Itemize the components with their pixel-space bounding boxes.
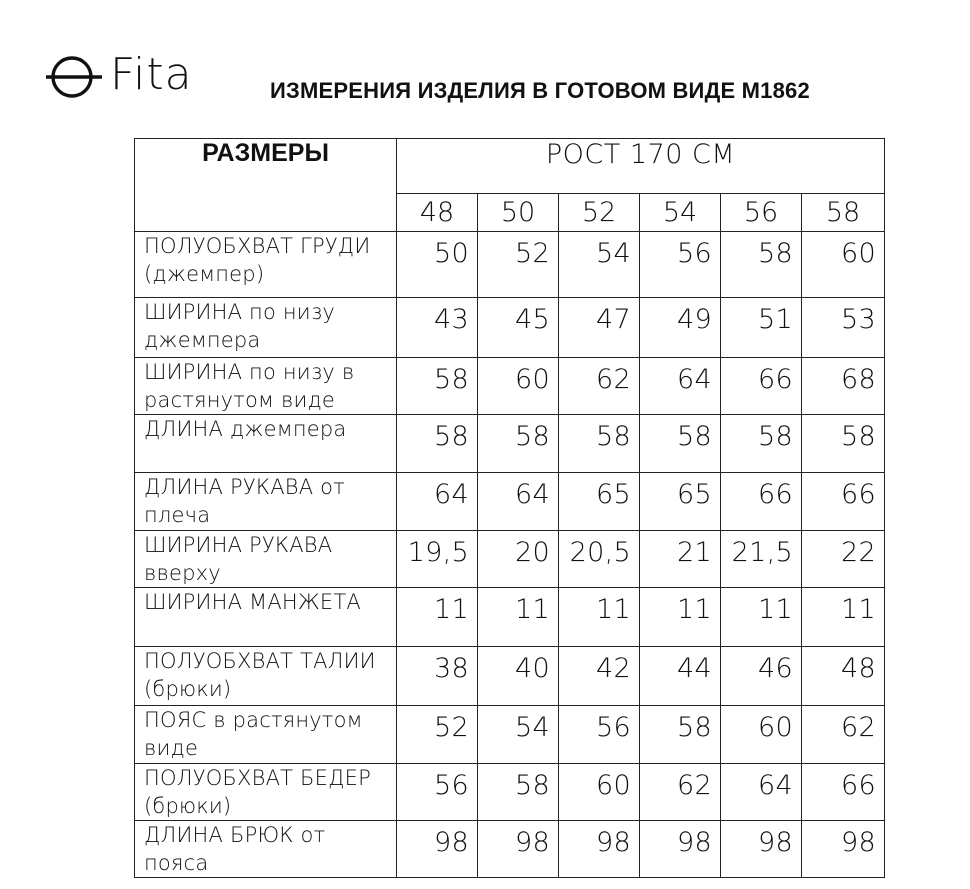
table-row	[135, 531, 885, 588]
table-row	[135, 232, 885, 298]
measurement-value: 58	[397, 358, 478, 415]
measurement-value: 58	[478, 764, 559, 821]
table-row	[135, 415, 885, 473]
measurement-value: 40	[478, 647, 559, 706]
size-column-52: 52	[559, 193, 640, 231]
measurement-value: 38	[397, 647, 478, 706]
measurement-value: 54	[559, 232, 640, 298]
measurement-value: 98	[559, 821, 640, 878]
measurement-value: 60	[802, 232, 885, 298]
measurement-label: ПОЛУОБХВАТ ГРУДИ (джемпер)	[135, 232, 397, 298]
measurement-value: 65	[640, 473, 721, 531]
measurement-value: 21	[640, 531, 721, 588]
measurement-value: 11	[397, 588, 478, 647]
measurement-value: 11	[721, 588, 802, 647]
measurement-label: ШИРИНА по низу в растянутом виде	[135, 358, 397, 415]
measurement-value: 52	[397, 706, 478, 764]
measurement-value: 56	[397, 764, 478, 821]
measurement-label: ДЛИНА РУКАВА от плеча	[135, 473, 397, 531]
measurement-value: 58	[802, 415, 885, 473]
measurement-value: 60	[559, 764, 640, 821]
measurement-label: ДЛИНА джемпера	[135, 415, 397, 473]
measurement-value: 62	[802, 706, 885, 764]
measurement-value: 60	[478, 358, 559, 415]
measurement-value: 64	[640, 358, 721, 415]
measurement-value: 66	[802, 473, 885, 531]
measurement-value: 42	[559, 647, 640, 706]
measurement-value: 58	[559, 415, 640, 473]
measurement-label: ПОЛУОБХВАТ БЕДЕР (брюки)	[135, 764, 397, 821]
measurement-value: 62	[559, 358, 640, 415]
measurement-value: 52	[478, 232, 559, 298]
measurement-value: 58	[397, 415, 478, 473]
measurement-value: 43	[397, 298, 478, 358]
measurement-label: ШИРИНА МАНЖЕТА	[135, 588, 397, 647]
measurement-value: 58	[721, 232, 802, 298]
table-row	[135, 358, 885, 415]
table-row	[135, 706, 885, 764]
measurement-value: 98	[640, 821, 721, 878]
document-title: ИЗМЕРЕНИЯ ИЗДЕЛИЯ В ГОТОВОМ ВИДЕ М1862	[270, 78, 810, 103]
measurement-label: ШИРИНА РУКАВА вверху	[135, 531, 397, 588]
measurement-value: 49	[640, 298, 721, 358]
measurement-value: 58	[640, 706, 721, 764]
measurement-value: 44	[640, 647, 721, 706]
measurement-value: 22	[802, 531, 885, 588]
size-column-58: 58	[802, 193, 885, 231]
measurement-value: 98	[721, 821, 802, 878]
measurement-value: 53	[802, 298, 885, 358]
measurement-label: ПОЛУОБХВАТ ТАЛИИ (брюки)	[135, 647, 397, 706]
size-column-48: 48	[397, 193, 478, 231]
size-column-56: 56	[721, 193, 802, 231]
measurement-value: 58	[640, 415, 721, 473]
table-row	[135, 473, 885, 531]
measurement-value: 50	[397, 232, 478, 298]
brand-mark-icon	[44, 50, 104, 100]
measurement-value: 47	[559, 298, 640, 358]
measurement-value: 11	[559, 588, 640, 647]
table-row	[135, 647, 885, 706]
measurement-label: ПОЯС в растянутом виде	[135, 706, 397, 764]
measurement-value: 48	[802, 647, 885, 706]
brand-name: Fita	[110, 49, 193, 100]
measurement-value: 11	[802, 588, 885, 647]
sizes-header: РАЗМЕРЫ	[135, 139, 397, 232]
measurement-value: 11	[640, 588, 721, 647]
measurement-value: 51	[721, 298, 802, 358]
measurement-value: 56	[640, 232, 721, 298]
measurement-value: 46	[721, 647, 802, 706]
measurement-value: 98	[478, 821, 559, 878]
brand-logo	[44, 48, 193, 102]
measurement-value: 58	[478, 415, 559, 473]
measurement-value: 56	[559, 706, 640, 764]
measurement-value: 64	[397, 473, 478, 531]
measurement-value: 54	[478, 706, 559, 764]
measurement-value: 65	[559, 473, 640, 531]
measurement-value: 68	[802, 358, 885, 415]
measurement-value: 64	[721, 764, 802, 821]
measurement-value: 21,5	[721, 531, 802, 588]
measurement-value: 58	[721, 415, 802, 473]
table-row	[135, 821, 885, 878]
measurement-value: 64	[478, 473, 559, 531]
measurement-value: 19,5	[397, 531, 478, 588]
measurement-value: 66	[721, 473, 802, 531]
measurement-value: 11	[478, 588, 559, 647]
measurement-value: 66	[802, 764, 885, 821]
measurement-value: 62	[640, 764, 721, 821]
measurement-value: 98	[802, 821, 885, 878]
measurement-label: ДЛИНА БРЮК от пояса	[135, 821, 397, 878]
table-row	[135, 588, 885, 647]
measurement-value: 20	[478, 531, 559, 588]
size-column-50: 50	[478, 193, 559, 231]
measurement-value: 20,5	[559, 531, 640, 588]
measurement-value: 98	[397, 821, 478, 878]
table-row	[135, 298, 885, 358]
table-row	[135, 764, 885, 821]
measurement-value: 45	[478, 298, 559, 358]
measurement-value: 60	[721, 706, 802, 764]
measurement-label: ШИРИНА по низу джемпера	[135, 298, 397, 358]
size-column-54: 54	[640, 193, 721, 231]
height-header: РОСТ 170 СМ	[397, 139, 885, 194]
measurement-value: 66	[721, 358, 802, 415]
size-chart-table	[134, 138, 885, 878]
